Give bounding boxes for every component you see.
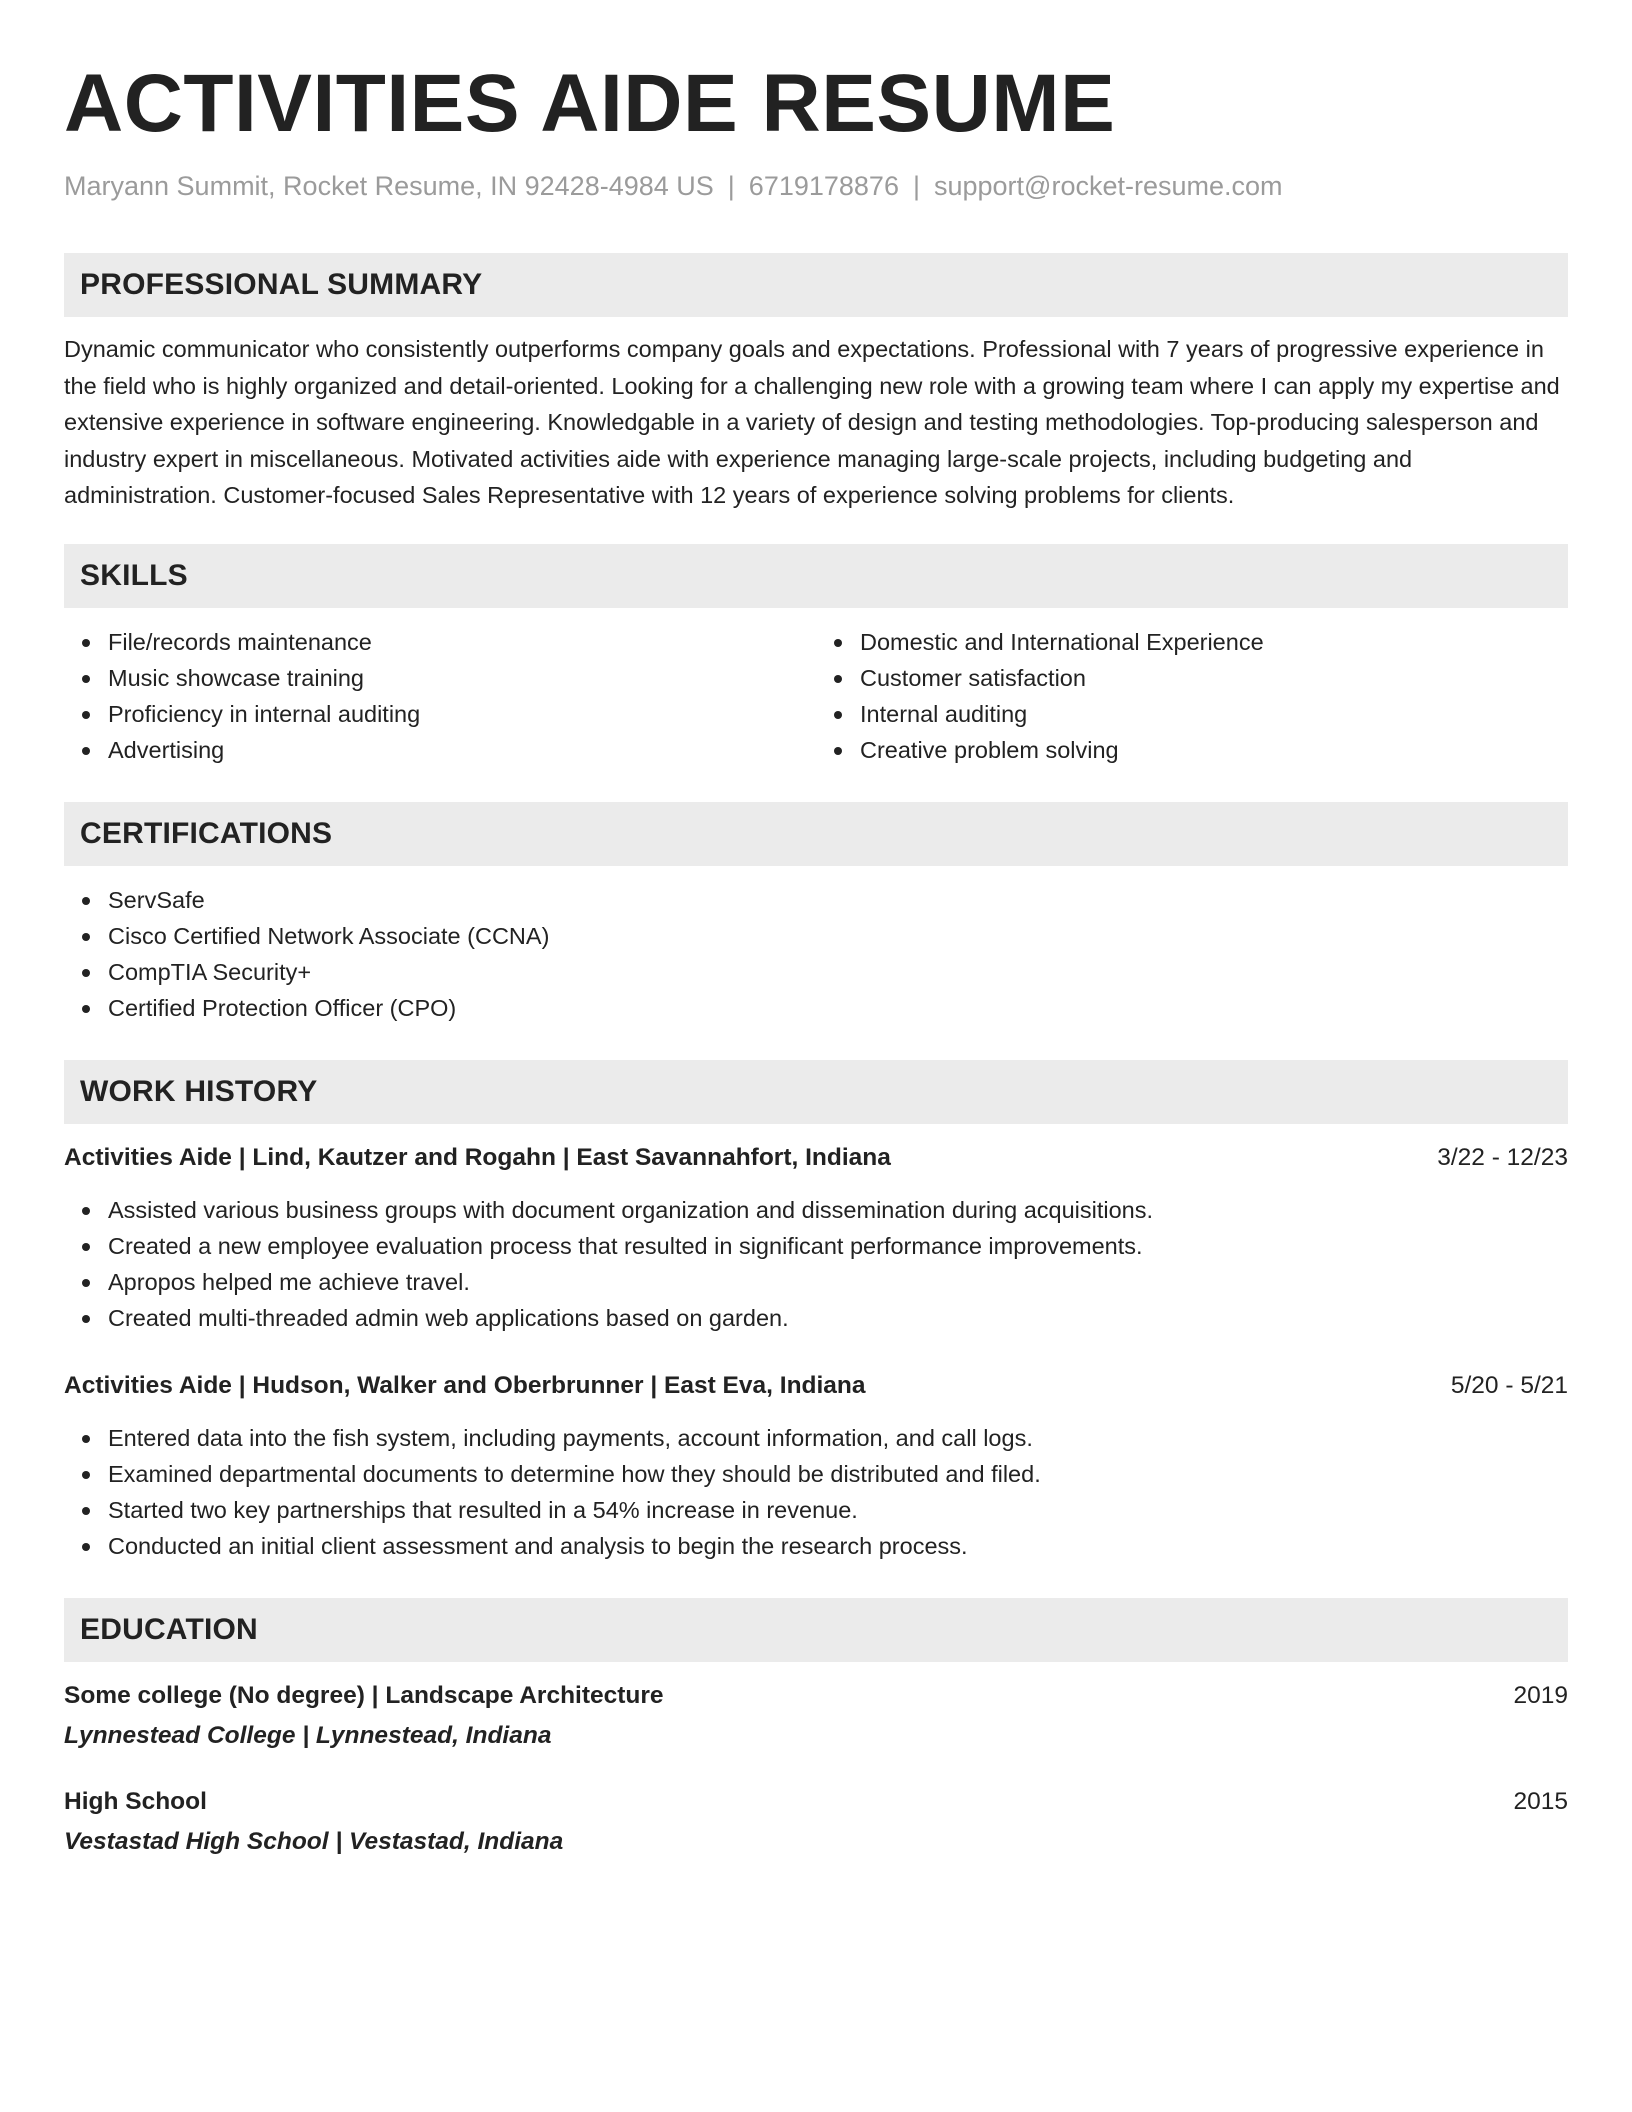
certification-item: Cisco Certified Network Associate (CCNA) [64, 918, 1568, 954]
section-header-education: EDUCATION [64, 1598, 1568, 1662]
education-degree: High School [64, 1787, 207, 1815]
skill-item: Domestic and International Experience [816, 624, 1568, 660]
contact-email: support@rocket-resume.com [933, 171, 1283, 201]
section-header-skills: SKILLS [64, 544, 1568, 608]
skill-item: Proficiency in internal auditing [64, 696, 816, 732]
job-title: Activities Aide | Lind, Kautzer and Rogahn | East Savannahfort, Indiana [64, 1143, 891, 1171]
job-bullets [64, 1420, 1568, 1564]
job-bullet: Created multi-threaded admin web applications based on garden. [64, 1300, 1568, 1336]
job-bullet: Apropos helped me achieve travel. [64, 1264, 1568, 1300]
contact-line [64, 168, 1568, 204]
skill-item: File/records maintenance [64, 624, 816, 660]
job-bullet: Entered data into the fish system, including payments, account information, and call logs. [64, 1420, 1568, 1456]
certifications-list [64, 882, 1568, 1026]
resume-title: ACTIVITIES AIDE RESUME [64, 58, 1116, 149]
job-header [64, 1368, 1568, 1404]
education-school: Vestastad High School | Vestastad, Indiana [64, 1827, 564, 1855]
job-entry [64, 1368, 1568, 1564]
contact-separator: | [912, 171, 920, 201]
education-degree: Some college (No degree) | Landscape Architecture [64, 1681, 664, 1709]
education-school: Lynnestead College | Lynnestead, Indiana [64, 1721, 552, 1749]
job-entry [64, 1140, 1568, 1336]
certification-item: Certified Protection Officer (CPO) [64, 990, 1568, 1026]
summary-text: Dynamic communicator who consistently outperforms company goals and expectations. Professional with 7 years of progressive experience in the field who is highly organized and detail-oriented. Looking for a challenging new role with a growing team where I can apply my expertise and extensive experience in software engineering. Knowledgable in a variety of design and testing methodologies. Top-producing salesperson and industry expert in miscellaneous. Motivated activities aide with experience managing large-scale projects, including budgeting and administration. Customer-focused Sales Representative with 12 years of experience solving problems for clients. [64, 336, 1560, 508]
job-header [64, 1140, 1568, 1176]
job-dates: 5/20 - 5/21 [1450, 1371, 1568, 1399]
skill-item: Advertising [64, 732, 816, 768]
certification-item: ServSafe [64, 882, 1568, 918]
job-bullets [64, 1192, 1568, 1336]
skill-item: Customer satisfaction [816, 660, 1568, 696]
skill-item: Internal auditing [816, 696, 1568, 732]
job-bullet: Created a new employee evaluation process that resulted in significant performance improvements. [64, 1228, 1568, 1264]
job-bullet: Assisted various business groups with document organization and dissemination during acquisitions. [64, 1192, 1568, 1228]
certification-item: CompTIA Security+ [64, 954, 1568, 990]
skills-grid [64, 624, 1568, 768]
education-header [64, 1678, 1568, 1714]
education-header [64, 1784, 1568, 1820]
skill-item: Creative problem solving [816, 732, 1568, 768]
education-year: 2019 [1513, 1681, 1568, 1709]
job-bullet: Examined departmental documents to determine how they should be distributed and filed. [64, 1456, 1568, 1492]
contact-phone: 6719178876 [748, 171, 899, 201]
skills-column-left [64, 624, 816, 768]
section-header-certifications: CERTIFICATIONS [64, 802, 1568, 866]
job-dates: 3/22 - 12/23 [1437, 1143, 1568, 1171]
education-year: 2015 [1513, 1787, 1568, 1815]
contact-address: Maryann Summit, Rocket Resume, IN 92428-4984 US [64, 171, 714, 201]
section-header-work-history: WORK HISTORY [64, 1060, 1568, 1124]
skills-column-right [816, 624, 1568, 768]
contact-separator: | [727, 171, 735, 201]
education-entry [64, 1678, 1568, 1754]
job-bullet: Started two key partnerships that resulted in a 54% increase in revenue. [64, 1492, 1568, 1528]
education-entry [64, 1784, 1568, 1860]
job-title: Activities Aide | Hudson, Walker and Oberbrunner | East Eva, Indiana [64, 1371, 866, 1399]
job-bullet: Conducted an initial client assessment and analysis to begin the research process. [64, 1528, 1568, 1564]
section-header-summary: PROFESSIONAL SUMMARY [64, 253, 1568, 317]
skill-item: Music showcase training [64, 660, 816, 696]
